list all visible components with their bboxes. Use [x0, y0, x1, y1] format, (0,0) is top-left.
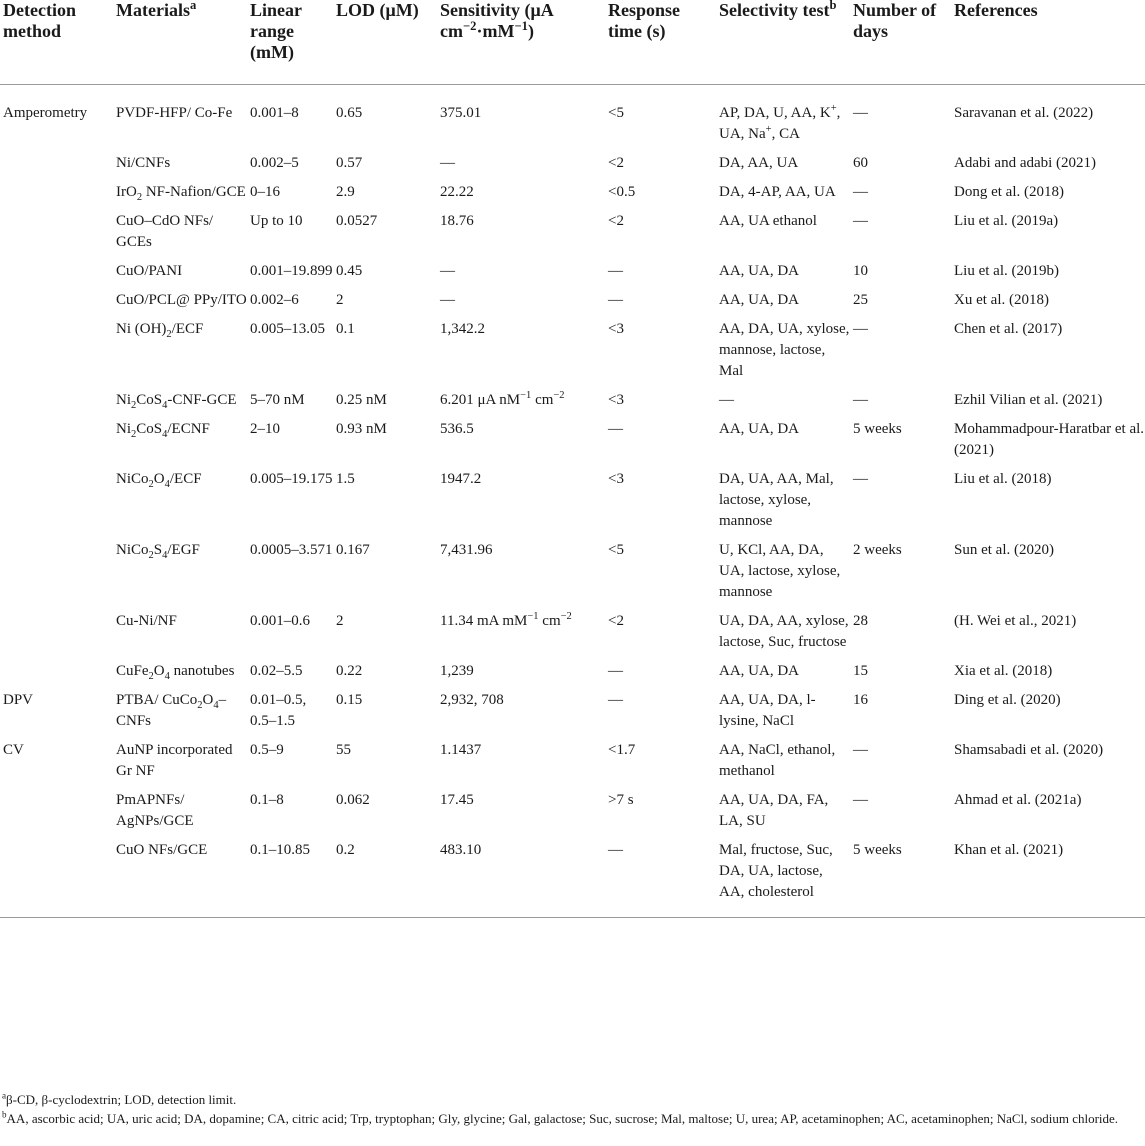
- cell-method: DPV: [3, 691, 34, 708]
- cell-linear-range: 0.5–9: [250, 741, 284, 758]
- cell-linear-range: 0.005–13.05: [250, 320, 325, 337]
- cell-lod: 2: [336, 291, 344, 308]
- cell-days: —: [853, 183, 868, 200]
- cell-materials: CuO NFs/GCE: [113, 840, 247, 918]
- cell-materials: PmAPNFs/ AgNPs/GCE: [116, 791, 194, 829]
- cell-linear-range: 0.1–8: [250, 791, 284, 808]
- cell-selectivity: —: [719, 391, 734, 408]
- table-row: [0, 540, 1145, 611]
- cell-selectivity: UA, DA, AA, xylose, lactose, Suc, fructose: [719, 612, 849, 650]
- header-response-time: Response time (s): [605, 0, 716, 84]
- cell-sensitivity: 17.45: [440, 791, 474, 808]
- cell-response-time: <3: [608, 470, 624, 487]
- cell-response-time: <0.5: [608, 183, 636, 200]
- cell-lod: 0.062: [336, 791, 370, 808]
- cell-method: [0, 153, 113, 182]
- cell-days: 16: [853, 691, 868, 708]
- cell-lod: 2: [336, 612, 344, 629]
- footnote-a: $^a$β-CD, β-cyclodextrin; LOD, detection limit.: [2, 1090, 237, 1107]
- cell-materials: $Ni_2CoS_4$/ECNF: [116, 420, 210, 440]
- cell-sensitivity: 375.01: [440, 104, 482, 121]
- cell-days: 5 weeks: [853, 420, 902, 437]
- table-row: [0, 790, 1145, 840]
- cell-response-time: —: [608, 691, 623, 708]
- cell-method: [0, 290, 113, 319]
- cell-response-time: <3: [608, 320, 624, 337]
- cell-materials: Ni/CNFs: [116, 154, 171, 171]
- cell-response-time: —: [608, 420, 623, 437]
- cell-materials: CuO/PANI: [116, 262, 183, 279]
- cell-sensitivity: 1.1437: [440, 741, 482, 758]
- cell-response-time: <2: [608, 154, 624, 171]
- cell-method: [0, 661, 113, 690]
- cell-materials: PVDF-HFP/ Co-Fe: [116, 104, 233, 121]
- cell-reference: Dong et al. (2018): [954, 183, 1064, 200]
- cell-materials: IrO$_2$ NF-Nafion/GCE: [116, 183, 246, 203]
- cell-reference: Liu et al. (2019a): [954, 212, 1059, 229]
- cell-materials: AuNP incorporated Gr NF: [116, 741, 233, 779]
- cell-method: [0, 540, 113, 611]
- cell-materials: $Ni_2CoS_4-CNF$-GCE: [116, 391, 237, 411]
- table-row: [0, 390, 1145, 419]
- cell-reference: Sun et al. (2020): [954, 541, 1054, 558]
- table-row: [0, 319, 1145, 390]
- cell-sensitivity: 18.76: [440, 212, 474, 229]
- cell-selectivity: U, KCl, AA, DA, UA, lactose, xylose, mannose: [719, 541, 841, 600]
- cell-lod: 0.65: [336, 104, 363, 121]
- table-row: [0, 211, 1145, 261]
- cell-sensitivity: 536.5: [440, 420, 474, 437]
- cell-response-time: —: [608, 291, 623, 308]
- cell-response-time: >7 s: [608, 791, 634, 808]
- cell-days: 10: [853, 262, 868, 279]
- table-row: [0, 611, 1145, 661]
- table-row: [0, 840, 1145, 918]
- cell-reference: Chen et al. (2017): [954, 320, 1063, 337]
- cell-lod: 2.9: [336, 183, 355, 200]
- cell-materials: $NiCo_2S_4$/EGF: [116, 541, 200, 561]
- cell-method: [0, 319, 113, 390]
- cell-linear-range: 0.0005–3.571: [250, 541, 333, 558]
- table-footnotes: [2, 1090, 1142, 1128]
- cell-lod: 0.57: [336, 154, 363, 171]
- cell-linear-range: 0.005–19.175: [250, 470, 333, 487]
- cell-selectivity: AA, UA, DA: [719, 420, 799, 437]
- header-materials: Materials$^a$: [113, 0, 247, 84]
- cell-lod: 0.0527: [336, 212, 378, 229]
- cell-days: 5 weeks: [850, 840, 951, 918]
- header-days: Number of days: [850, 0, 951, 84]
- cell-linear-range: 0.01–0.5, 0.5–1.5: [250, 691, 307, 729]
- cell-days: 25: [853, 291, 868, 308]
- table-row: [0, 182, 1145, 211]
- cell-response-time: <2: [608, 212, 624, 229]
- cell-sensitivity: 1,342.2: [440, 320, 485, 337]
- cell-linear-range: 2–10: [250, 420, 280, 437]
- cell-linear-range: 0.001–8: [250, 104, 299, 121]
- cell-sensitivity: 1,239: [440, 662, 474, 679]
- cell-response-time: <5: [608, 104, 624, 121]
- cell-selectivity: Mal, fructose, Suc, DA, UA, lactose, AA, cholesterol: [716, 840, 850, 918]
- cell-selectivity: AA, UA, DA, l-lysine, NaCl: [719, 691, 816, 729]
- table-row: [0, 290, 1145, 319]
- cell-days: 28: [853, 612, 868, 629]
- table-body: [0, 84, 1145, 917]
- cell-method: [0, 390, 113, 419]
- cell-linear-range: 0.001–19.899: [250, 262, 333, 279]
- cell-selectivity: DA, 4-AP, AA, UA: [719, 183, 836, 200]
- cell-reference: Mohammadpour-Haratbar et al. (2021): [954, 420, 1145, 458]
- cell-selectivity: AA, UA, DA, FA, LA, SU: [719, 791, 829, 829]
- cell-reference: Shamsabadi et al. (2020): [954, 741, 1104, 758]
- cell-materials: $NiCo_2O_4$/ECF: [116, 470, 202, 490]
- cell-days: —: [853, 391, 868, 408]
- cell-method: [0, 611, 113, 661]
- table-row: [0, 153, 1145, 182]
- cell-reference: Liu et al. (2018): [954, 470, 1052, 487]
- header-linear-range: Linear range (mM): [247, 0, 333, 84]
- cell-response-time: <1.7: [608, 741, 636, 758]
- cell-linear-range: 0.1–10.85: [247, 840, 333, 918]
- cell-linear-range: 0.02–5.5: [250, 662, 303, 679]
- cell-lod: 0.22: [336, 662, 363, 679]
- cell-lod: 0.45: [336, 262, 363, 279]
- cell-method: [0, 182, 113, 211]
- cell-linear-range: 0–16: [250, 183, 280, 200]
- table-row: [0, 661, 1145, 690]
- cell-reference: Xu et al. (2018): [954, 291, 1049, 308]
- cell-lod: 0.2: [333, 840, 437, 918]
- cell-days: —: [853, 791, 868, 808]
- cell-reference: Ding et al. (2020): [954, 691, 1061, 708]
- cell-linear-range: Up to 10: [250, 212, 303, 229]
- table-row: [0, 740, 1145, 790]
- cell-reference: Saravanan et al. (2022): [954, 104, 1094, 121]
- cell-selectivity: AA, UA, DA: [719, 291, 799, 308]
- cell-days: 15: [853, 662, 868, 679]
- cell-days: —: [853, 212, 868, 229]
- header-lod: LOD (μM): [333, 0, 437, 84]
- header-selectivity: Selectivity test$^b$: [716, 0, 850, 84]
- cell-lod: 0.15: [336, 691, 363, 708]
- cell-selectivity: AA, UA, DA: [719, 662, 799, 679]
- cell-days: 2 weeks: [853, 541, 902, 558]
- cell-method: [0, 261, 113, 290]
- cell-linear-range: 0.001–0.6: [250, 612, 310, 629]
- cell-response-time: —: [608, 662, 623, 679]
- cell-linear-range: 0.002–6: [250, 291, 299, 308]
- cell-materials: $CuFe_2O_4$ nanotubes: [116, 662, 235, 682]
- cell-linear-range: 0.002–5: [250, 154, 299, 171]
- cell-sensitivity: 483.10: [437, 840, 605, 918]
- cell-sensitivity: —: [440, 154, 455, 171]
- cell-linear-range: 5–70 nM: [250, 391, 305, 408]
- cell-response-time: <5: [608, 541, 624, 558]
- cell-sensitivity: —: [440, 262, 455, 279]
- cell-lod: 0.25 nM: [336, 391, 387, 408]
- cell-lod: 0.93 nM: [336, 420, 387, 437]
- cell-materials: CuO–CdO NFs/ GCEs: [116, 212, 214, 250]
- cell-selectivity: AA, DA, UA, xylose, mannose, lactose, Mal: [719, 320, 850, 379]
- table-row: [0, 419, 1145, 469]
- cell-method: [0, 419, 113, 469]
- cell-reference: (H. Wei et al., 2021): [954, 612, 1077, 629]
- cell-selectivity: DA, UA, AA, Mal, lactose, xylose, mannose: [719, 470, 834, 529]
- cell-sensitivity: 6.201 μA $nM^{-1}$ $cm^{-2}$: [440, 389, 565, 408]
- table-row: [0, 690, 1145, 740]
- cell-method: CV: [3, 741, 24, 758]
- cell-response-time: —: [605, 840, 716, 918]
- cell-sensitivity: —: [440, 291, 455, 308]
- header-method: Detection method: [0, 0, 113, 84]
- cell-lod: 1.5: [336, 470, 355, 487]
- cell-response-time: <3: [608, 391, 624, 408]
- cell-reference: Ezhil Vilian et al. (2021): [954, 391, 1103, 408]
- cell-selectivity: AA, UA, DA: [719, 262, 799, 279]
- header-row: [0, 0, 1145, 84]
- cell-days: —: [853, 320, 868, 337]
- cell-reference: Xia et al. (2018): [954, 662, 1053, 679]
- table-row: [0, 469, 1145, 540]
- cell-sensitivity: 1947.2: [440, 470, 482, 487]
- cell-method: [0, 840, 113, 918]
- cell-selectivity: AP, DA, U, AA, K+, UA, Na+, CA: [719, 102, 841, 142]
- cell-method: [0, 790, 113, 840]
- cell-sensitivity: 7,431.96: [440, 541, 493, 558]
- cell-days: —: [853, 741, 868, 758]
- cell-sensitivity: 11.34 mA $mM^{-1}$ $cm^{-2}$: [440, 610, 572, 629]
- cell-lod: 0.1: [336, 320, 355, 337]
- cell-sensitivity: 22.22: [440, 183, 474, 200]
- footnote-b: $^b$AA, ascorbic acid; UA, uric acid; DA, dopamine; CA, citric acid; Trp, tryptophan; Gly, glycine; Gal, galactose; Suc, sucrose; Mal, maltose; U, urea; AP, acetaminophen; AC, acetaminophen; NaCl, sodium chloride.: [2, 1109, 1119, 1126]
- table-row: [0, 84, 1145, 153]
- cell-reference: Ahmad et al. (2021a): [954, 791, 1082, 808]
- cell-materials: PTBA/ $CuCo_2O_4$–CNFs: [116, 691, 227, 729]
- cell-materials: CuO/PCL@ PPy/ITO: [116, 291, 247, 308]
- cell-method: [0, 469, 113, 540]
- cell-reference: Liu et al. (2019b): [954, 262, 1059, 279]
- cell-materials: Cu-Ni/NF: [116, 612, 177, 629]
- cell-selectivity: DA, AA, UA: [719, 154, 799, 171]
- cell-lod: 55: [336, 741, 351, 758]
- cell-days: —: [853, 470, 868, 487]
- cell-days: 60: [853, 154, 868, 171]
- cell-method: [0, 211, 113, 261]
- cell-lod: 0.167: [336, 541, 370, 558]
- cell-response-time: <2: [608, 612, 624, 629]
- cell-days: —: [853, 104, 868, 121]
- table-row: [0, 261, 1145, 290]
- cell-reference: Khan et al. (2021): [951, 840, 1145, 918]
- cell-selectivity: AA, UA ethanol: [719, 212, 817, 229]
- cell-materials: Ni $(OH)_2$/ECF: [116, 320, 204, 340]
- header-references: References: [951, 0, 1145, 84]
- cell-selectivity: AA, NaCl, ethanol, methanol: [719, 741, 836, 779]
- cell-response-time: —: [608, 262, 623, 279]
- cell-method: Amperometry: [3, 104, 88, 121]
- cell-reference: Adabi and adabi (2021): [954, 154, 1097, 171]
- cell-sensitivity: 2,932, 708: [440, 691, 504, 708]
- header-sensitivity: Sensitivity (μA $cm^{-2}\cdot mM^{-1}$): [437, 0, 605, 84]
